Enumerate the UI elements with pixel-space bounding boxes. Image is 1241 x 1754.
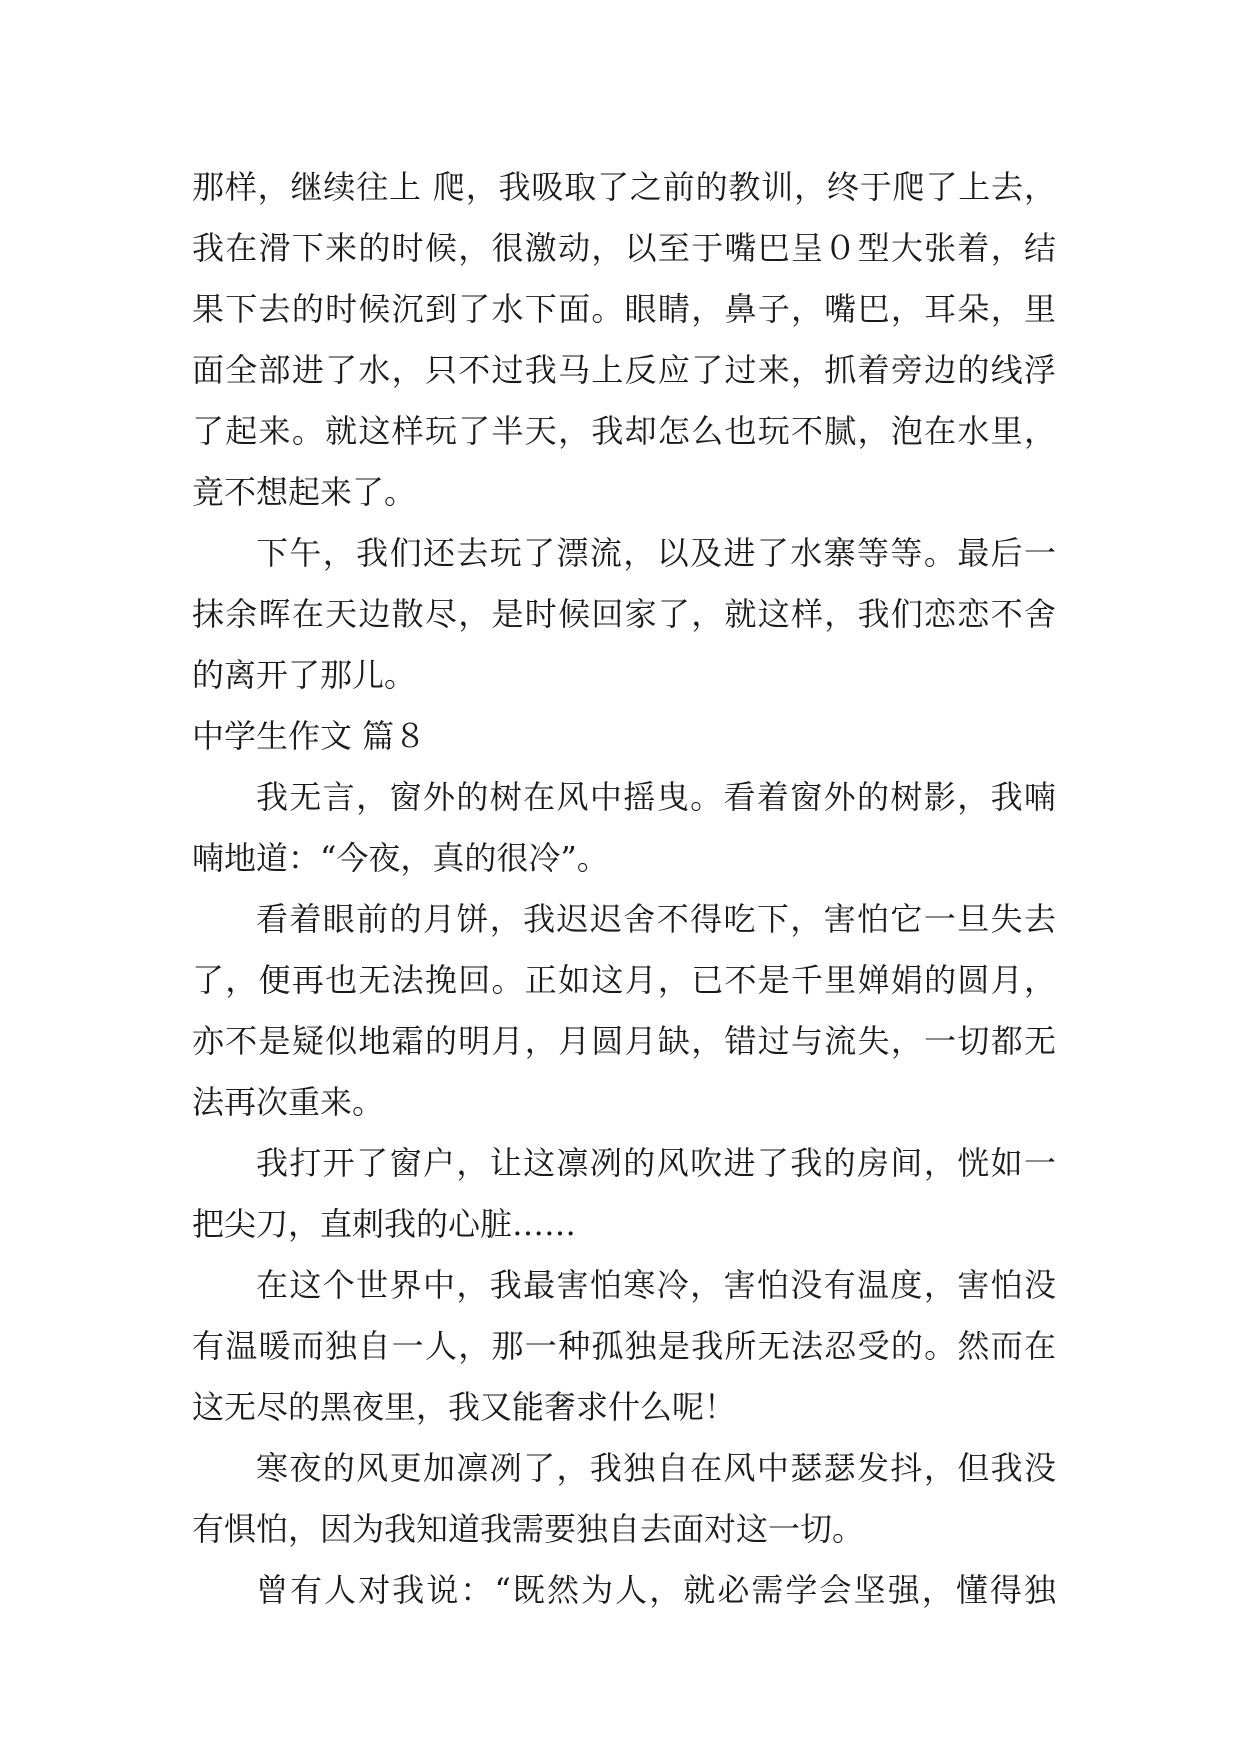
text-line: 法再次重来。 <box>192 1083 385 1121</box>
text-line: 果下去的时候沉到了水下面。眼睛，鼻子，嘴巴，耳朵，里 <box>192 290 1056 328</box>
text-line: 了起来。就这样玩了半天，我却怎么也玩不腻，泡在水里， <box>192 412 1056 450</box>
text-line: 有惧怕，因为我知道我需要独自去面对这一切。 <box>192 1510 865 1548</box>
text-line: 的离开了那儿。 <box>192 656 417 694</box>
text-line: 面全部进了水，只不过我马上反应了过来，抓着旁边的线浮 <box>192 351 1056 389</box>
text-line: 在这个世界中，我最害怕寒冷，害怕没有温度，害怕没 <box>256 1266 1056 1304</box>
text-line: 喃地道：“今夜，真的很冷”。 <box>192 839 609 877</box>
text-line: 下午，我们还去玩了漂流，以及进了水寨等等。最后一 <box>256 534 1056 572</box>
text-line: 我在滑下来的时候，很激动，以至于嘴巴呈０型大张着，结 <box>192 229 1056 267</box>
text-line: 那样，继续往上 爬，我吸取了之前的教训，终于爬了上去， <box>192 168 1056 206</box>
text-line: 这无尽的黑夜里，我又能奢求什么呢！ <box>192 1388 737 1426</box>
text-line: 抹余晖在天边散尽，是时候回家了，就这样，我们恋恋不舍 <box>192 595 1056 633</box>
text-line: 竟不想起来了。 <box>192 473 417 511</box>
text-line: 亦不是疑似地霜的明月，月圆月缺，错过与流失，一切都无 <box>192 1022 1056 1060</box>
text-line: 了，便再也无法挽回。正如这月，已不是千里婵娟的圆月， <box>192 961 1056 999</box>
text-line: 看着眼前的月饼，我迟迟舍不得吃下，害怕它一旦失去 <box>256 900 1056 938</box>
section-heading: 中学生作文 篇８ <box>192 717 427 755</box>
text-line: 寒夜的风更加凛冽了，我独自在风中瑟瑟发抖，但我没 <box>256 1449 1056 1487</box>
text-line: 有温暖而独自一人，那一种孤独是我所无法忍受的。然而在 <box>192 1327 1056 1365</box>
text-line: 我打开了窗户，让这凛冽的风吹进了我的房间，恍如一 <box>256 1144 1056 1182</box>
text-line: 曾有人对我说：“既然为人，就必需学会坚强，懂得独 <box>256 1571 1056 1609</box>
text-line: 我无言，窗外的树在风中摇曳。看着窗外的树影，我喃 <box>256 778 1056 816</box>
text-line: 把尖刀，直刺我的心脏…… <box>192 1205 577 1243</box>
